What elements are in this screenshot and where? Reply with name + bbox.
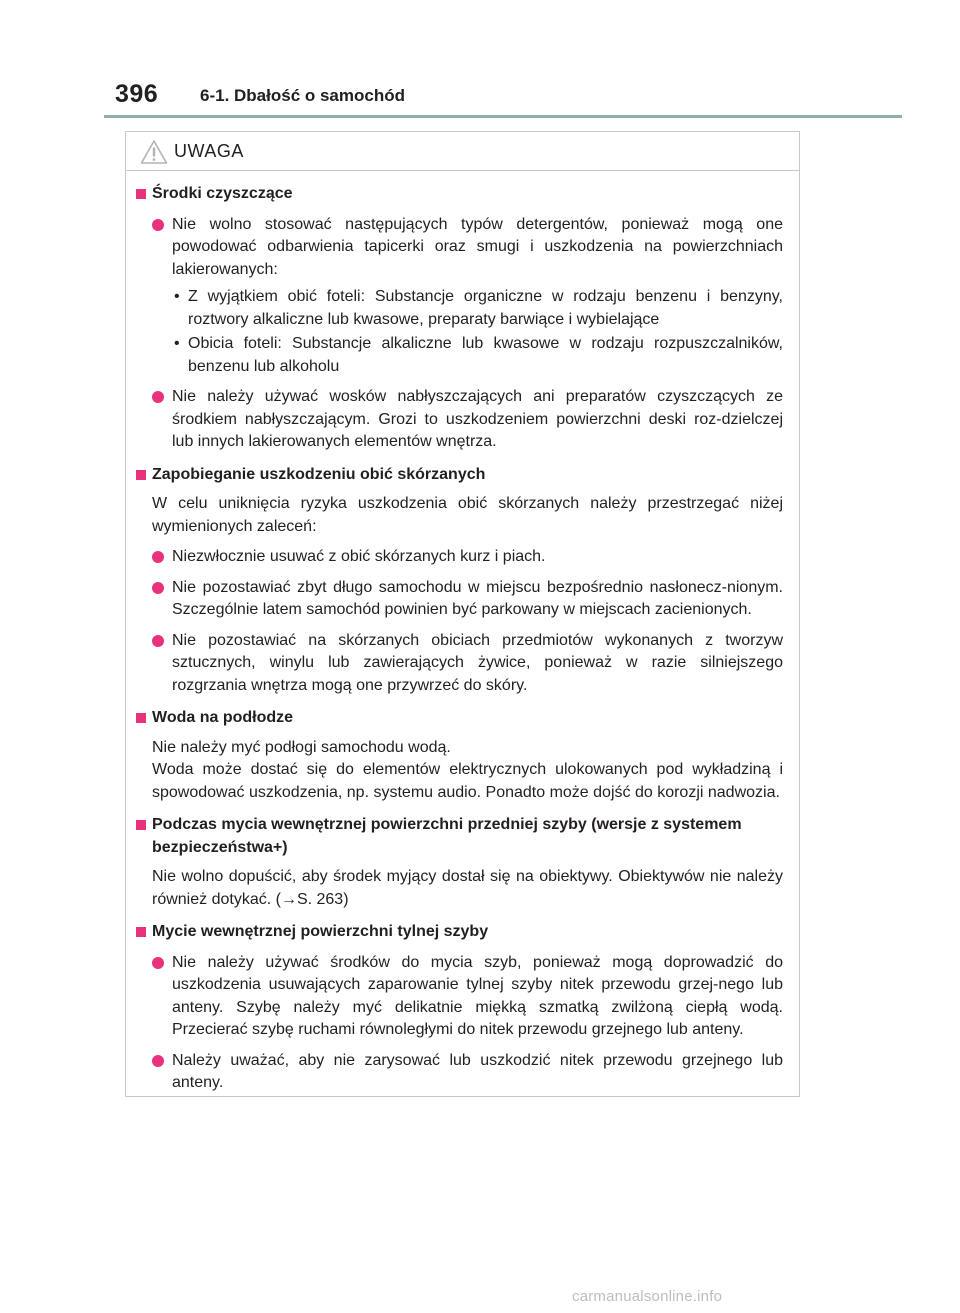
- square-bullet-icon: [136, 189, 146, 199]
- paragraph: Nie wolno dopuścić, aby środek myjący dostał się na obiektywy. Obiektywów nie należy również dotykać. (→S. 263): [152, 868, 783, 908]
- list-item-text: Nie wolno stosować następujących typów detergentów, ponieważ mogą one powodować odbarwienia tapicerki oraz smugi i uszkodzenia na powierzchniach lakierowanych:: [172, 215, 783, 278]
- section-title: 6-1. Dbałość o samochód: [200, 86, 405, 105]
- sub-list-item: [136, 333, 783, 378]
- circle-bullet-icon: [152, 1055, 164, 1067]
- list-item: [136, 1050, 783, 1095]
- paragraph: W celu uniknięcia ryzyka uszkodzenia obić skórzanych należy przestrzegać niżej wymienionych zaleceń:: [152, 495, 783, 535]
- warning-title: UWAGA: [174, 141, 244, 161]
- list-item: [136, 952, 783, 1042]
- paragraph-line: Woda może dostać się do elementów elektrycznych ulokowanych pod wykładziną i spowodować uszkodzenia, np. systemu audio. Ponadto może dojść do korozji nadwozia.: [152, 761, 783, 801]
- square-bullet-icon: [136, 927, 146, 937]
- square-bullet-icon: [136, 713, 146, 723]
- header-rule: [104, 115, 902, 118]
- circle-bullet-icon: [152, 635, 164, 647]
- sub-list-item: [136, 286, 783, 331]
- warning-header: [126, 132, 799, 171]
- list-item-text: Należy uważać, aby nie zarysować lub uszkodzić nitek przewodu grzejnego lub anteny.: [172, 1051, 783, 1091]
- section-heading-text: Mycie wewnętrznej powierzchni tylnej szyby: [152, 923, 489, 940]
- square-bullet-icon: [136, 820, 146, 830]
- paragraph: [136, 737, 783, 805]
- circle-bullet-icon: [152, 582, 164, 594]
- section-heading: [136, 921, 783, 944]
- circle-bullet-icon: [152, 219, 164, 231]
- warning-box: [125, 131, 800, 1097]
- dot-bullet-icon: •: [174, 335, 180, 352]
- page-number: 396: [115, 80, 159, 108]
- section-heading-text: Woda na podłodze: [152, 709, 294, 726]
- section-heading-text: Środki czyszczące: [152, 185, 293, 202]
- list-item-text: Nie pozostawiać na skórzanych obiciach przedmiotów wykonanych z tworzyw sztucznych, winylu lub zawierających żywice, ponieważ w razie silniejszego rozgrzania wnętrza mogą one przywrzeć do skóry.: [172, 631, 783, 694]
- section-heading: [136, 464, 783, 487]
- list-item-text: Niezwłocznie usuwać z obić skórzanych kurz i piach.: [172, 548, 546, 565]
- list-item-text: Nie pozostawiać zbyt długo samochodu w miejscu bezpośrednio nasłonecz-nionym. Szczególnie latem samochód powinien być parkowany w miejscach zacienionych.: [172, 578, 783, 618]
- list-item: [136, 214, 783, 282]
- section-heading: [136, 707, 783, 730]
- list-item: [136, 546, 783, 569]
- circle-bullet-icon: [152, 551, 164, 563]
- list-item: [136, 630, 783, 698]
- list-item-text: Nie należy używać środków do mycia szyb, ponieważ mogą doprowadzić do uszkodzenia usuwających zaparowanie tylnej szyby nitek przewodu grzej-nego lub anteny. Szybę należy myć delikatnie miękką szmatką zwilżoną ciepłą wodą. Przecierać szybę ruchami równoległymi do nitek przewodu grzejnego lub anteny.: [172, 953, 783, 1038]
- warning-content: [126, 171, 799, 1095]
- warning-triangle-icon: [140, 139, 168, 165]
- list-item-text: Nie należy używać wosków nabłyszczających ani preparatów czyszczących ze środkiem nabłyszczającym. Grozi to uszkodzeniem powierzchni deski roz-dzielczej lub innych lakierowanych elementów wnętrza.: [172, 388, 783, 450]
- section-heading-text: Podczas mycia wewnętrznej powierzchni przedniej szyby (wersje z systemem bezpieczeństwa+): [152, 816, 742, 856]
- page-header: [0, 0, 960, 120]
- section-heading: [136, 814, 783, 859]
- circle-bullet-icon: [152, 957, 164, 969]
- square-bullet-icon: [136, 470, 146, 480]
- section-heading-text: Zapobieganie uszkodzeniu obić skórzanych: [152, 465, 486, 483]
- dot-bullet-icon: •: [174, 288, 180, 305]
- sub-list-item-text: Z wyjątkiem obić foteli: Substancje organiczne w rodzaju benzenu i benzyny, roztwory alkaliczne lub kwasowe, preparaty barwiące i wybielające: [188, 288, 783, 328]
- paragraph-line: Nie należy myć podłogi samochodu wodą.: [152, 738, 451, 756]
- list-item: [136, 386, 783, 454]
- list-item: [136, 577, 783, 622]
- sub-list-item-text: Obicia foteli: Substancje alkaliczne lub kwasowe w rodzaju rozpuszczalników, benzenu lub alkoholu: [188, 335, 783, 375]
- circle-bullet-icon: [152, 391, 164, 403]
- watermark: carmanualsonline.info: [572, 1288, 723, 1305]
- section-heading: [136, 183, 783, 206]
